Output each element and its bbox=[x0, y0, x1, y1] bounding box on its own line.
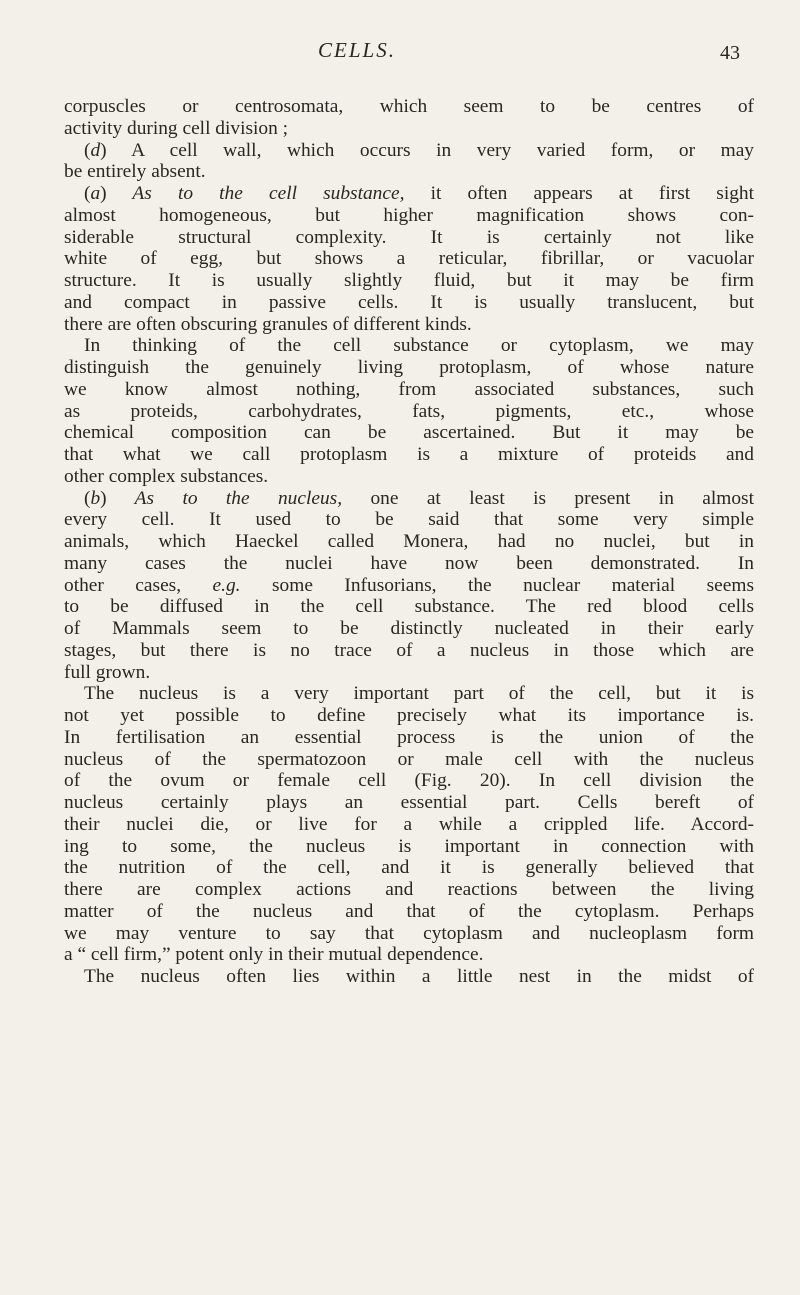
text-line: we may venture to say that cytoplasm and nucleoplasm form bbox=[64, 922, 754, 944]
text-line: The nucleus often lies within a little nest in the midst of bbox=[84, 966, 754, 987]
text-line: corpuscles or centrosomata, which seem to be centres of bbox=[64, 96, 754, 117]
text-line: the nutrition of the cell, and it is generally believed that bbox=[64, 857, 754, 879]
text-line: many cases the nuclei have now been demonstrated. In bbox=[64, 552, 754, 574]
text-line: other complex substances. bbox=[64, 465, 269, 487]
text-line: white of egg, but shows a reticular, fibrillar, or vacuolar bbox=[64, 248, 754, 270]
text-line: (d) A cell wall, which occurs in very varied form, or may bbox=[84, 139, 754, 161]
running-title: CELLS. bbox=[318, 38, 396, 62]
page-number: 43 bbox=[720, 42, 740, 64]
text-line: of Mammals seem to be distinctly nucleated in their early bbox=[64, 618, 754, 639]
text-line: every cell. It used to be said that some very simple bbox=[64, 509, 754, 531]
text-line: there are often obscuring granules of different kinds. bbox=[64, 313, 472, 335]
text-line: animals, which Haeckel called Monera, had no nuclei, but in bbox=[64, 531, 754, 552]
text-line: chemical composition can be ascertained. But it may be bbox=[64, 422, 754, 444]
text-line: nucleus of the spermatozoon or male cell with the nucleus bbox=[64, 748, 754, 770]
text-line: activity during cell division ; bbox=[64, 117, 289, 139]
text-line: In thinking of the cell substance or cytoplasm, we may bbox=[84, 335, 754, 357]
text-line: of the ovum or female cell (Fig. 20). In cell division the bbox=[64, 770, 754, 792]
text-line: to be diffused in the cell substance. The red blood cells bbox=[64, 596, 754, 618]
text-line: stages, but there is no trace of a nucleus in those which are bbox=[64, 639, 754, 661]
text-line: that what we call protoplasm is a mixture of proteids and bbox=[64, 444, 754, 465]
text-line: distinguish the genuinely living protoplasm, of whose nature bbox=[64, 357, 754, 378]
text-line: be entirely absent. bbox=[64, 161, 206, 183]
text-line: full grown. bbox=[64, 661, 151, 683]
text-line: their nuclei die, or live for a while a crippled life. Accord- bbox=[64, 813, 754, 835]
text-line: The nucleus is a very important part of the cell, but it is bbox=[84, 683, 754, 705]
body-text bbox=[64, 96, 754, 988]
text-line: there are complex actions and reactions between the living bbox=[64, 879, 754, 900]
text-line: nucleus certainly plays an essential part. Cells bereft of bbox=[64, 792, 754, 813]
text-line: we know almost nothing, from associated substances, such bbox=[64, 378, 754, 400]
text-line: In fertilisation an essential process is the union of the bbox=[64, 726, 754, 748]
text-line: (a) As to the cell substance, it often appears at first sight bbox=[84, 183, 755, 204]
text-line: matter of the nucleus and that of the cytoplasm. Perhaps bbox=[64, 900, 754, 922]
text-line: (b) As to the nucleus, one at least is present in almost bbox=[84, 487, 754, 509]
text-line: not yet possible to define precisely what its importance is. bbox=[64, 705, 754, 726]
text-line: siderable structural complexity. It is certainly not like bbox=[64, 226, 754, 248]
text-line: structure. It is usually slightly fluid, but it may be firm bbox=[64, 270, 754, 291]
text-line: and compact in passive cells. It is usually translucent, but bbox=[64, 291, 754, 313]
text-line: ing to some, the nucleus is important in connection with bbox=[64, 835, 754, 857]
text-line: as proteids, carbohydrates, fats, pigments, etc., whose bbox=[64, 400, 754, 422]
running-head bbox=[0, 38, 800, 68]
text-line: a “ cell firm,” potent only in their mutual dependence. bbox=[64, 944, 484, 966]
text-line: almost homogeneous, but higher magnification shows con- bbox=[64, 204, 754, 226]
text-line: other cases, e.g. some Infusorians, the nuclear material seems bbox=[64, 574, 754, 596]
